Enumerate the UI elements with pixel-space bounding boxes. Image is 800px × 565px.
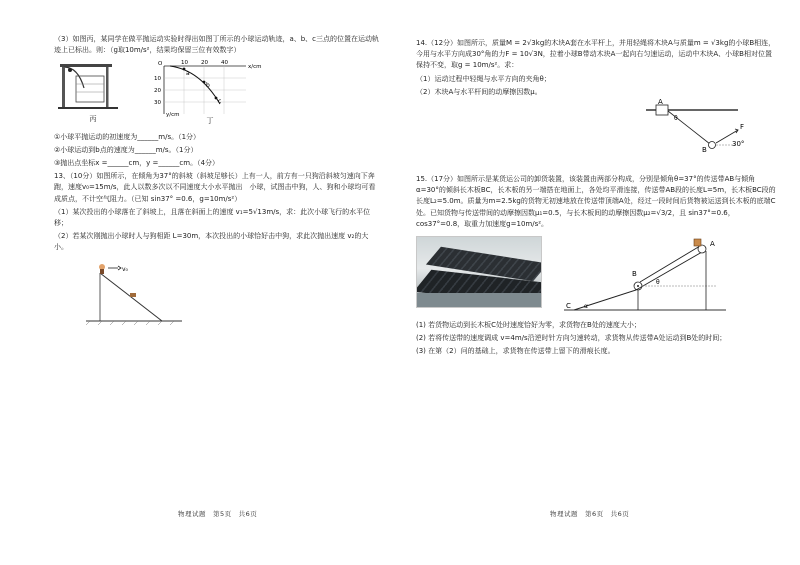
y-axis-label: y/cm [166, 112, 180, 119]
label-A: A [658, 98, 663, 106]
label-C: C [566, 301, 571, 310]
label-B-15: B [632, 269, 637, 278]
x-tick-3: 40 [221, 60, 228, 67]
question-13-sub2: （2）若某次刚抛出小球时人与狗相距 L=30m，本次投出的小球恰好击中狗，求此次抛出速度 v₂的大小。 [54, 232, 369, 252]
figure-bing [54, 58, 132, 125]
label-30deg: 30° [732, 140, 745, 148]
label-A-15: A [710, 239, 715, 248]
question-15-sub2: (2) 若将传送带的速度调成 v=4m/s沿逆时针方向匀速转动，求货物从传送带A处运动到B处的时间； [416, 334, 727, 343]
figure-row [54, 58, 382, 127]
y-tick-2: 20 [154, 88, 161, 95]
label-F: F [740, 123, 745, 131]
question-part3: （3）如图丙，某同学在做平抛运动实验时得出如图丁所示的小球运动轨迹，a、b、c三点的位置在运动轨迹上已标出。则：（g取10m/s²，结果均保留三位有效数字） [54, 35, 380, 55]
y-tick-3: 30 [154, 100, 161, 107]
figure-bing-label: 丙 [89, 115, 97, 124]
left-footer: 物理试题 第5页 共6页 [178, 509, 258, 518]
figure-14 [638, 96, 768, 156]
right-page [400, 0, 800, 565]
label-theta-15: θ [656, 278, 660, 286]
apparatus-diagram [54, 58, 132, 116]
x-axis-label: x/cm [248, 64, 262, 71]
point-b-label: b [206, 82, 210, 90]
question-14-sub2: （2）木块A与水平杆间的动摩擦因数μ。 [416, 87, 542, 96]
question-13-sub1: （1）某次投出的小球落在了斜坡上，且落在斜面上的速度 v₁=5√13m/s，求：此次小球飞行的水平位移； [54, 207, 371, 227]
figure-15-row [416, 236, 778, 316]
y-tick-1: 10 [154, 76, 161, 83]
question-15-sub3: (3) 在第（2）问的基础上，求货物在传送带上留下的滑痕长度。 [416, 347, 615, 356]
question-14: 14.（12分）如图所示，质量M = 2√3kg的木块A套在水平杆上，并用轻绳将木块A与质量m = √3kg的小球B相连，今用与水平方向成30°角的力F = 10√3N，拉着小球B带动木块A一起向右匀速运动，运动中木块A、小球B相对位置保持不变，取g = 10m/s²。求： [416, 39, 776, 70]
label-theta: θ [674, 115, 678, 122]
x-tick-2: 20 [201, 60, 208, 67]
figure-15-diagram [560, 236, 730, 316]
right-footer: 物理试题 第6页 共6页 [550, 509, 630, 518]
slope-figure [78, 257, 188, 327]
dog-icon [130, 293, 136, 297]
figure-ding-label: 丁 [206, 117, 214, 126]
point-c-label: c [218, 98, 222, 106]
cargo-box [694, 239, 701, 246]
question-14-sub1: （1）运动过程中轻绳与水平方向的夹角θ； [416, 74, 551, 83]
figure-ding [150, 58, 270, 127]
sub-question-1: ①小球平抛运动的初速度为______m/s。（1分） [54, 132, 201, 141]
point-a-label: a [186, 70, 190, 78]
origin-label: O [158, 61, 163, 68]
question-15: 15.（17分）如图所示是某货运公司的卸货装置，该装置由两部分构成，分别是倾角θ=37°的传送带AB与倾角α=30°的倾斜长木板BC，长木板的另一端搭在地面上，各处均平滑连接，传送带AB段的长度L=5m，长木板BC段的长度L₂=5.0m。质量为m=2.5kg的货物无初速地放在传送带顶端A处，经过一段时间后货物被运送到长木板的底端C处。已知货物与传送带间的动摩擦因数μ₁=0.5，与长木板间的动摩擦因数μ₂=√3/2，且 sin37°=0.6，cos37°=0.8，取重力加速度g=10m/s²。 [416, 174, 776, 228]
v0-label: v₀ [122, 266, 128, 274]
sub-question-2: ②小球运动到b点的速度为______m/s。（1分） [54, 145, 198, 154]
sub-question-3: ③抛出点坐标x =______cm，y =______cm。（4分） [54, 158, 220, 167]
conveyor-photo [416, 236, 542, 308]
label-alpha: α [584, 302, 588, 310]
question-13: 13、（10分）如图所示，在倾角为37°的斜坡（斜坡足够长）上有一人，前方有一只狗沿斜坡匀速向下奔跑，速度v₀=15m/s，此人以数多次以不同速度大小水平抛出 小球，试图击中狗，人、狗和小球均可看成质点，不计空气阻力。（已知 sin37° =0.6，g=10m/s²） [54, 172, 376, 203]
question-15-sub1: (1) 若货物运动到长木板C处时速度恰好为零，求货物在B处的速度大小； [416, 320, 641, 329]
trajectory-graph [150, 58, 270, 118]
x-tick-1: 10 [181, 60, 188, 67]
label-B: B [702, 146, 707, 154]
